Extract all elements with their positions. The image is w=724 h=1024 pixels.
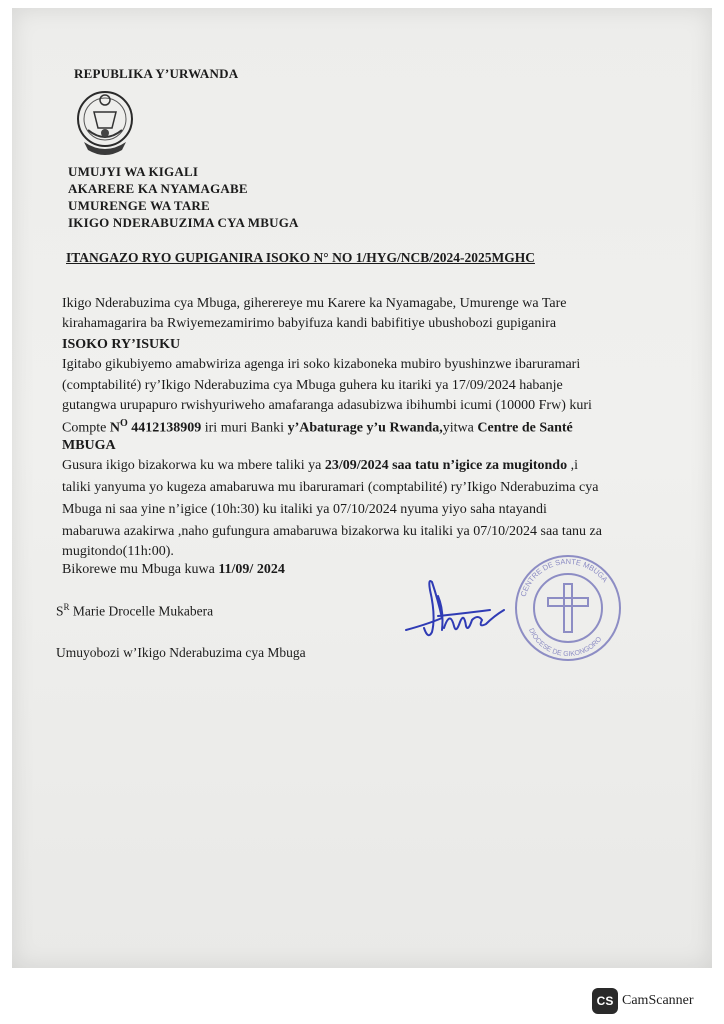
- paragraph-3-line-4: mabaruwa azakirwa ,naho gufungura amabaruwa bizakorwa ku italiki ya 07/10/2024 saa tanu za: [62, 524, 602, 539]
- document-date: 11/09/ 2024: [218, 562, 285, 577]
- paragraph-3-line-2: taliki yanyuma yo kugeza amabaruwa mu ibaruramari (comptabilité) ry’Ikigo Nderabuzima cya: [62, 480, 599, 495]
- account-number-superscript: O: [119, 418, 128, 429]
- date-prefix: Bikorewe mu Mbuga kuwa: [62, 562, 219, 577]
- notice-title: ITANGAZO RYO GUPIGANIRA ISOKO N° NO 1/HYG/NCB/2024-2025MGHC: [66, 250, 535, 265]
- paragraph-2-line-2: (comptabilité) ry’Ikigo Nderabuzima cya Mbuga guhera ku itariki ya 17/09/2024 habanje: [62, 378, 563, 393]
- republic-heading: REPUBLIKA Y’URWANDA: [74, 66, 239, 81]
- section-heading: ISOKO RY’ISUKU: [62, 337, 181, 352]
- bank-prefix: iri muri Banki: [201, 420, 288, 436]
- account-number-prefix: N: [109, 420, 120, 436]
- signatory-name: [56, 602, 213, 620]
- signatory-role: Umuyobozi w’Ikigo Nderabuzima cya Mbuga: [56, 645, 306, 660]
- visit-date: 23/09/2024 saa tatu n’igice za mugitondo: [324, 458, 568, 473]
- paragraph-3-line-1: [62, 458, 578, 474]
- visit-date-suffix: ,i: [567, 458, 578, 473]
- header-line-city: UMUJYI WA KIGALI: [68, 164, 199, 179]
- stamp-bottom-text: DIOCESE DE GIKONGORO: [527, 627, 604, 659]
- camscanner-logo-icon: CS: [592, 988, 618, 1014]
- account-number: 4412138909: [127, 420, 202, 436]
- paragraph-2-line-4: [62, 418, 573, 437]
- title-prefix: S: [56, 603, 64, 619]
- account-name: Centre de Santé: [477, 420, 573, 436]
- paragraph-2-line-1: Igitabo gikubiyemo amabwiriza agenga iri soko kizaboneka mubiro byushinzwe ibaruramari: [62, 357, 581, 372]
- header-line-sector: UMURENGE WA TARE: [68, 198, 210, 213]
- header-line-health-center: IKIGO NDERABUZIMA CYA MBUGA: [68, 215, 299, 230]
- paragraph-3-line-5: mugitondo(11h:00).: [62, 544, 174, 559]
- signatory-full-name: Marie Drocelle Mukabera: [69, 603, 214, 619]
- account-name-continued: MBUGA: [62, 438, 116, 453]
- account-label: Compte: [62, 420, 110, 436]
- account-name-prefix: yitwa: [442, 420, 478, 436]
- national-emblem-seal: [74, 86, 136, 162]
- camscanner-label: CamScanner: [622, 993, 694, 1008]
- date-line: [62, 562, 285, 578]
- handwritten-signature: [398, 570, 518, 650]
- official-stamp: [512, 552, 624, 664]
- visit-date-prefix: Gusura ikigo bizakorwa ku wa mbere taliki ya: [62, 458, 325, 473]
- paragraph-2-line-3: gutangwa urupapuro rwishyuriweho amafaranga adasubizwa ibihumbi icumi (10000 Frw) kuri: [62, 398, 592, 413]
- paragraph-1-line-1: Ikigo Nderabuzima cya Mbuga, giherereye mu Karere ka Nyamagabe, Umurenge wa Tare: [62, 296, 567, 311]
- header-line-district: AKARERE KA NYAMAGABE: [68, 181, 248, 196]
- paragraph-1-line-2: kirahamagarira ba Rwiyemezamirimo babyifuza kandi babifitiye ubushobozi gupiganira: [62, 316, 557, 331]
- stamp-top-text: CENTRE DE SANTE MBUGA: [518, 556, 610, 598]
- title-superscript: R: [63, 602, 70, 612]
- paragraph-3-line-3: Mbuga ni saa yine n’igice (10h:30) ku italiki ya 07/10/2024 nyuma yiyo saha ntayandi: [62, 502, 547, 517]
- bank-name: y’Abaturage y’u Rwanda,: [287, 420, 443, 436]
